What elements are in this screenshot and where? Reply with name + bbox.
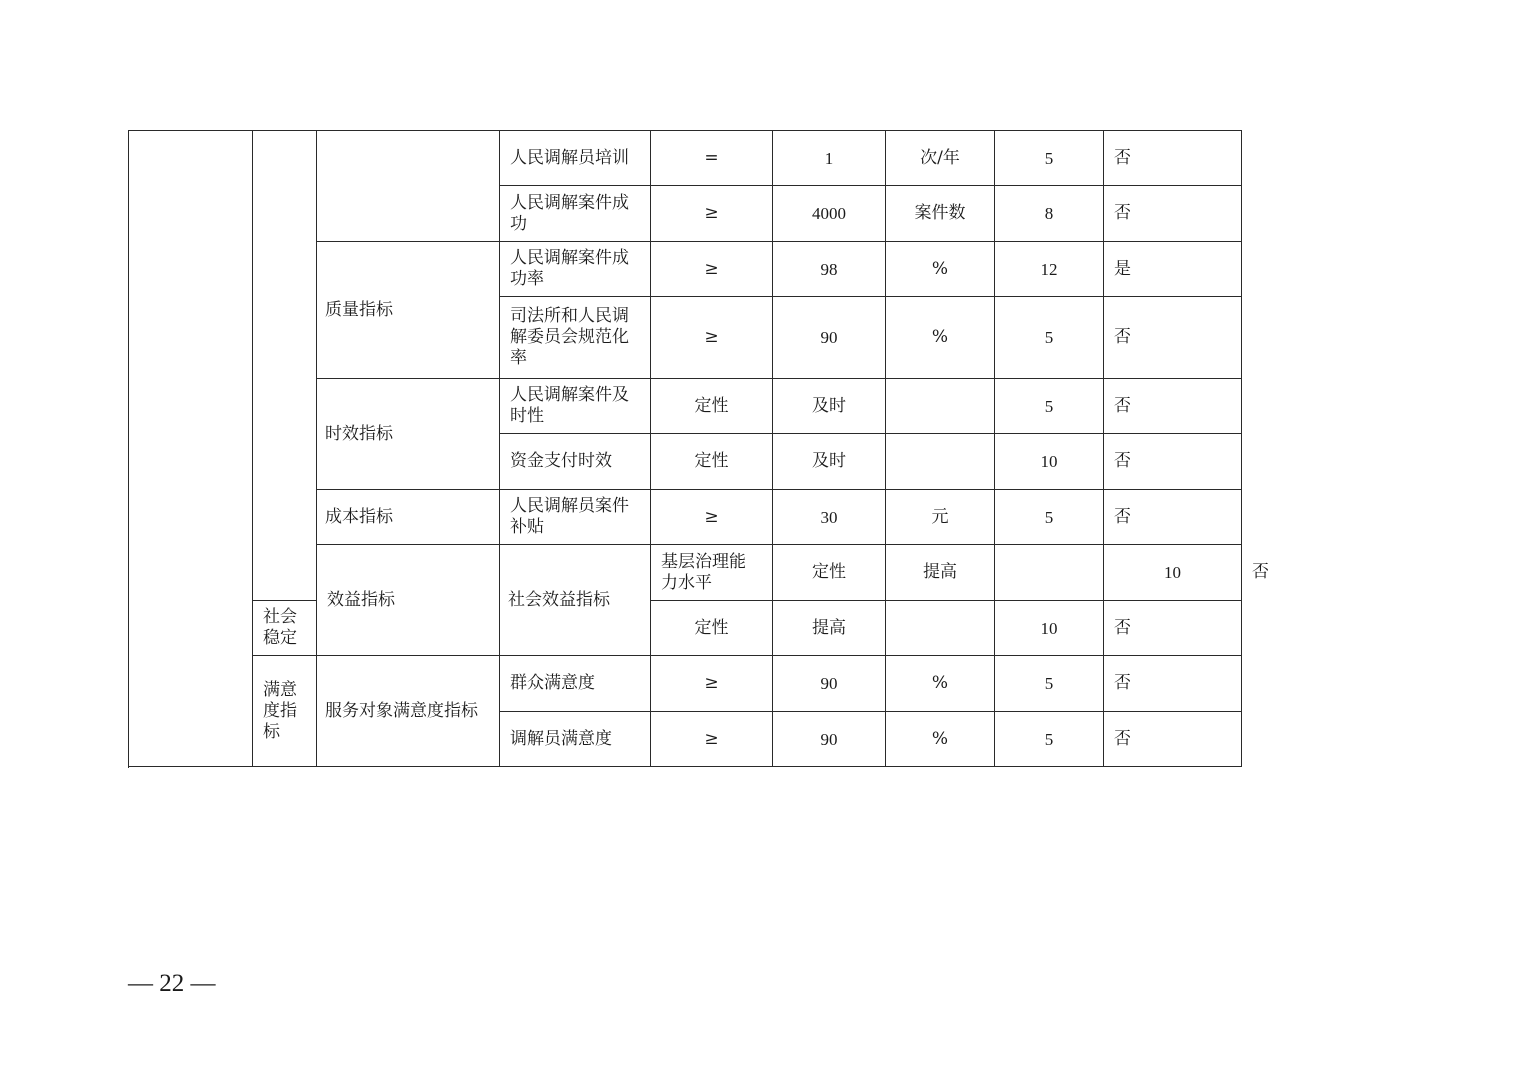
indicator-core: 否: [1104, 434, 1242, 490]
indicator-table: [128, 130, 1269, 767]
indicator-unit: [995, 545, 1104, 601]
table-row: [129, 656, 1242, 712]
indicator-name: 人民调解员培训: [500, 131, 651, 186]
indicator-value: 90: [773, 712, 886, 767]
indicator-name: 人民调解案件成功率: [500, 242, 651, 297]
level1-satisfaction: 满意度指标: [253, 656, 317, 767]
indicator-operator: =: [651, 131, 773, 186]
indicator-name: 人民调解案件及时性: [500, 379, 651, 434]
indicator-core: 否: [1104, 601, 1242, 656]
table-row: [129, 601, 1242, 656]
indicator-weight: 5: [995, 712, 1104, 767]
indicator-value: 提高: [773, 601, 886, 656]
table-cell-blank: [253, 131, 317, 601]
indicator-unit: [886, 379, 995, 434]
indicator-operator: ≥: [651, 186, 773, 242]
level2-service-satisfaction: 服务对象满意度指标: [317, 656, 500, 767]
indicator-weight: 10: [1104, 545, 1242, 601]
indicator-operator: 定性: [651, 379, 773, 434]
indicator-core: 是: [1104, 242, 1242, 297]
indicator-value: 提高: [886, 545, 995, 601]
indicator-name: 基层治理能力水平: [651, 545, 773, 601]
page-number: — 22 —: [128, 970, 216, 997]
indicator-weight: 10: [995, 434, 1104, 490]
indicator-weight: 5: [995, 297, 1104, 379]
level2-cost: 成本指标: [317, 490, 500, 545]
indicator-operator: ≥: [651, 490, 773, 545]
indicator-weight: 5: [995, 379, 1104, 434]
indicator-value: 90: [773, 297, 886, 379]
indicator-core: 否: [1104, 656, 1242, 712]
indicator-operator: ≥: [651, 242, 773, 297]
indicator-core: 否: [1104, 379, 1242, 434]
table-cell-blank: [317, 131, 500, 242]
indicator-name: 资金支付时效: [500, 434, 651, 490]
level2-social-benefit: 社会效益指标: [500, 545, 651, 656]
indicator-name: 群众满意度: [500, 656, 651, 712]
indicator-name: 人民调解员案件补贴: [500, 490, 651, 545]
indicator-value: 98: [773, 242, 886, 297]
indicator-operator: 定性: [651, 601, 773, 656]
indicator-operator: ≥: [651, 297, 773, 379]
indicator-unit: 次/年: [886, 131, 995, 186]
indicator-value: 90: [773, 656, 886, 712]
table-row: [129, 131, 1242, 186]
level2-quality: 质量指标: [317, 242, 500, 379]
indicator-value: 及时: [773, 434, 886, 490]
indicator-name: 人民调解案件成功: [500, 186, 651, 242]
indicator-weight: 10: [995, 601, 1104, 656]
indicator-unit: [886, 434, 995, 490]
indicator-name: 司法所和人民调解委员会规范化率: [500, 297, 651, 379]
indicator-operator: ≥: [651, 712, 773, 767]
indicator-weight: 8: [995, 186, 1104, 242]
indicator-value: 及时: [773, 379, 886, 434]
indicator-core: 否: [1104, 186, 1242, 242]
indicator-weight: 12: [995, 242, 1104, 297]
indicator-value: 4000: [773, 186, 886, 242]
indicator-operator: 定性: [651, 434, 773, 490]
level1-benefit: 效益指标: [317, 545, 500, 656]
table-row: 效益指标 社会效益指标 基层治理能力水平 定性 提高 10 否: [129, 545, 1242, 601]
table-cell-blank: [129, 131, 253, 767]
indicator-unit: %: [886, 242, 995, 297]
indicator-core: 否: [1104, 490, 1242, 545]
indicator-unit: %: [886, 297, 995, 379]
indicator-unit: %: [886, 712, 995, 767]
level2-timeliness: 时效指标: [317, 379, 500, 490]
indicator-core: 否: [1104, 712, 1242, 767]
indicator-operator: ≥: [651, 656, 773, 712]
indicator-weight: 5: [995, 131, 1104, 186]
indicator-value: 1: [773, 131, 886, 186]
indicator-core: 否: [1104, 297, 1242, 379]
indicator-unit: 元: [886, 490, 995, 545]
indicator-name: 调解员满意度: [500, 712, 651, 767]
indicator-operator: 定性: [773, 545, 886, 601]
indicator-core: 否: [1104, 131, 1242, 186]
indicator-unit: [886, 601, 995, 656]
indicator-value: 30: [773, 490, 886, 545]
indicator-unit: %: [886, 656, 995, 712]
indicator-weight: 5: [995, 490, 1104, 545]
indicator-unit: 案件数: [886, 186, 995, 242]
indicator-weight: 5: [995, 656, 1104, 712]
indicator-name: 社会稳定: [253, 601, 317, 656]
